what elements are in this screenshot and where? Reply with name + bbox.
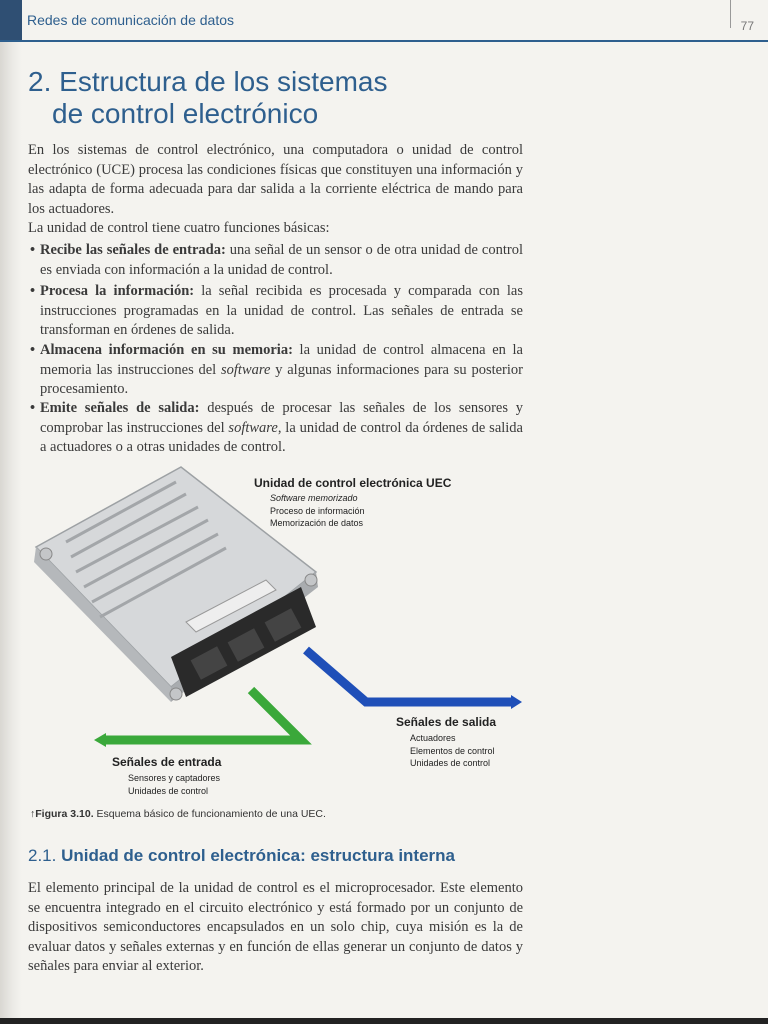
section-title-line1: Estructura de los sistemas: [59, 66, 388, 97]
output-signal-arrow: [306, 650, 522, 709]
subsection-paragraph: El elemento principal de la unidad de control es el microprocesador. Este elemento se encuentra integrado en el circuito electrónico y está formado por un conjunto de dispositivos semiconductores encapsulados en un solo chip, cuya misión es la de evaluar datos y señales externas y en función de ellas generar un conjunto de datos y señales para enviar al exterior.: [28, 880, 523, 974]
caption-arrow-icon: ↑: [30, 808, 36, 820]
page-number: 77: [730, 0, 754, 28]
input-item: Sensores y captadores: [128, 773, 221, 783]
bullet-dot: •: [30, 283, 36, 299]
figure-uec-diagram: [26, 462, 526, 807]
bullet-text: la unidad de control almacena en la memoria las instrucciones del: [40, 342, 523, 378]
bullet-item: [30, 241, 523, 280]
bullet-item: [30, 282, 523, 341]
bullet-bold: Procesa la información:: [40, 283, 195, 299]
caption-label: Figura 3.10.: [35, 808, 94, 820]
bullet-bold: Recibe las señales de entrada:: [40, 242, 226, 258]
bullet-italic: software: [228, 419, 278, 436]
bullet-bold: Almacena información en su memoria:: [40, 342, 293, 358]
functions-intro: La unidad de control tiene cuatro funciones básicas:: [28, 220, 330, 236]
page-bottom-edge: [0, 1018, 768, 1024]
bullet-text: la señal recibida es procesada y comparada con las instrucciones programadas en la unidad de control. Las señales de entrada se transforman en órdenes de salida.: [40, 283, 523, 338]
subsection-title-text: Unidad de control electrónica: estructura interna: [61, 846, 456, 865]
output-label: [396, 715, 496, 770]
bullet-text: después de procesar las señales de los sensores y comprobar las instrucciones del: [40, 400, 523, 436]
output-item: Unidades de control: [410, 758, 491, 768]
output-title: Señales de salida: [396, 715, 497, 729]
page-header: [0, 0, 768, 42]
input-signal-arrow: [94, 690, 301, 747]
uec-item: Software memorizado: [270, 493, 358, 503]
bullet-item: [30, 399, 523, 458]
bullet-dot: •: [30, 400, 36, 416]
section-number: 2.: [28, 66, 52, 97]
bullet-italic: software: [221, 361, 271, 378]
uec-label: [254, 476, 451, 530]
bullet-text: una señal de un sensor o de otra unidad de control es enviada con información a la unidad de control.: [40, 242, 524, 278]
subsection-title: [28, 846, 455, 866]
caption-text: Esquema básico de funcionamiento de una UEC.: [93, 808, 326, 820]
subsection-number: 2.1.: [28, 846, 57, 865]
intro-paragraph: En los sistemas de control electrónico, una computadora o unidad de control electrónico (UCE) procesa las condiciones físicas que constituyen una información y las adapta de forma adecuada para dar salida a la corriente eléctrica de mando para los actuadores.: [28, 142, 523, 217]
input-label: [112, 755, 221, 797]
input-title: Señales de entrada: [112, 755, 222, 769]
bullet-text-2: , la unidad de control da órdenes de salida a actuadores o a otras unidades de control.: [40, 419, 523, 455]
uec-item: Memorización de datos: [270, 518, 364, 528]
figure-caption: [30, 808, 326, 820]
output-item: Actuadores: [410, 733, 456, 743]
input-item: Unidades de control: [128, 785, 209, 796]
output-item: Elementos de control: [410, 745, 495, 756]
bullet-dot: •: [30, 342, 36, 358]
section-title-line2: de control electrónico: [52, 98, 319, 129]
bullet-bold: Emite señales de salida:: [40, 400, 200, 416]
running-title: Redes de comunicación de datos: [27, 12, 235, 28]
bullet-item: [30, 341, 523, 400]
uec-item: Proceso de información: [270, 505, 365, 516]
section-title: [28, 66, 387, 130]
book-spine-shadow: [0, 0, 22, 1024]
uec-title: Unidad de control electrónica UEC: [254, 476, 452, 490]
bullet-dot: •: [30, 242, 36, 258]
bullet-text-2: y algunas informaciones para su posterior procesamiento.: [40, 361, 523, 397]
